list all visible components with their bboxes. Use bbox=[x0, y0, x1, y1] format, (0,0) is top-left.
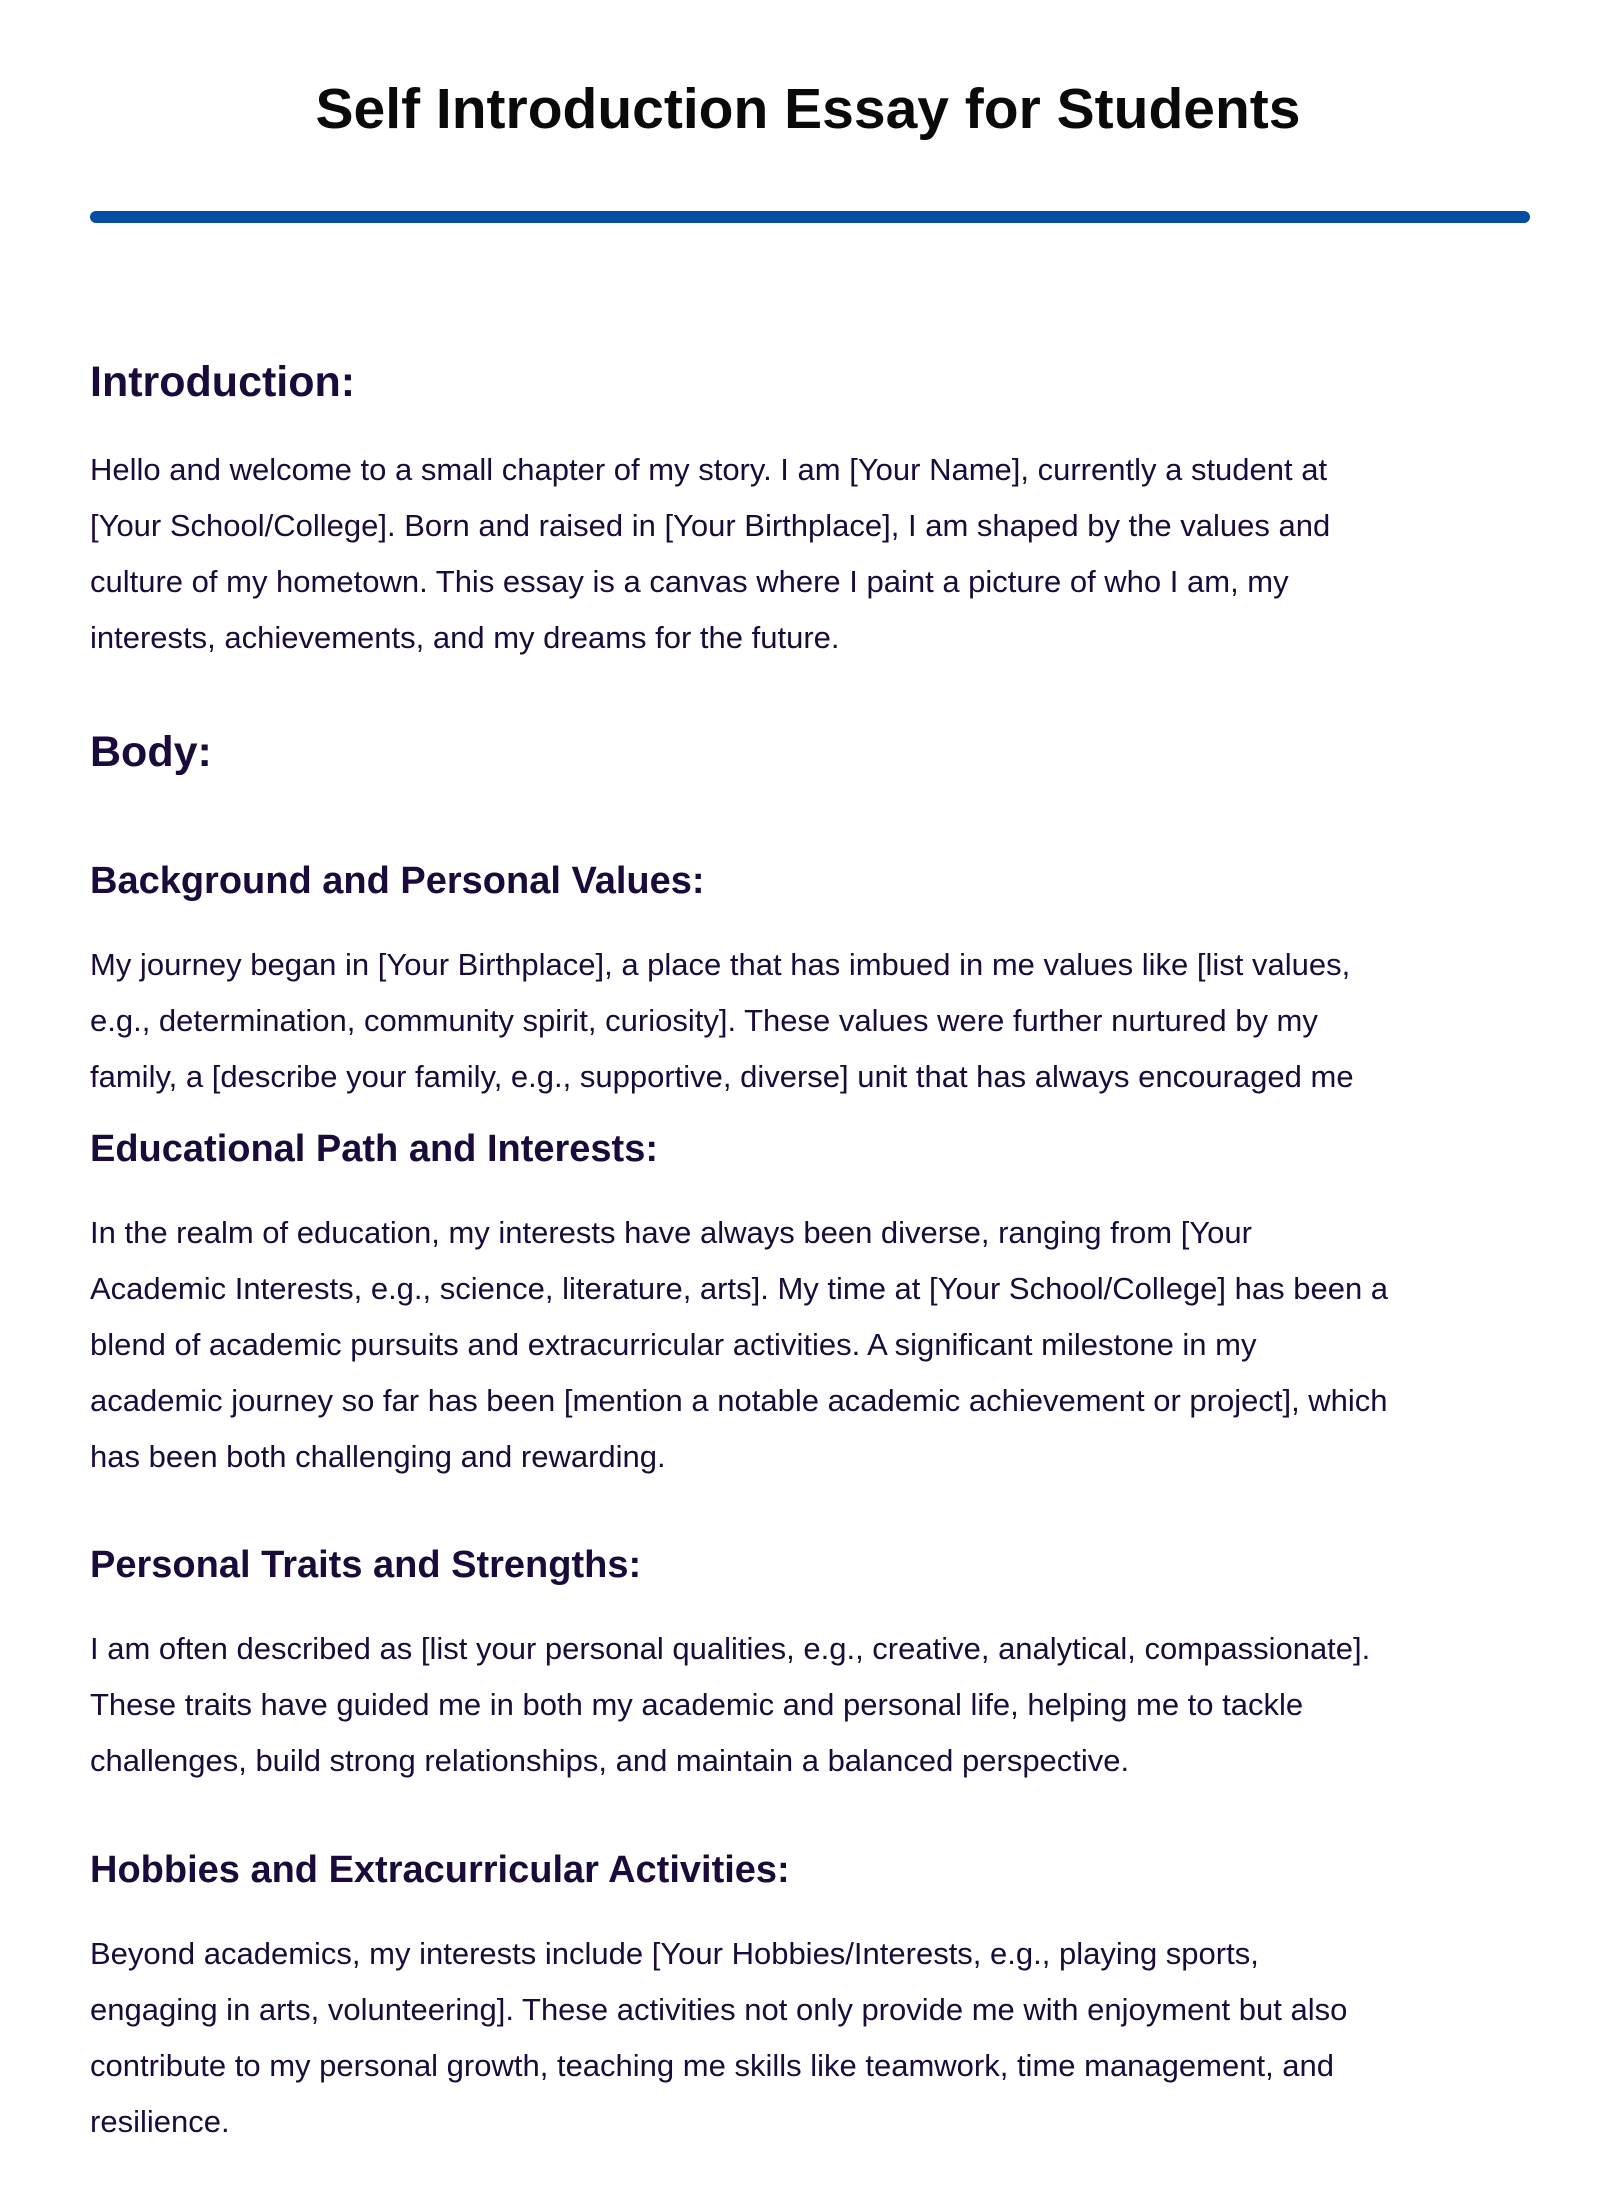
hobbies-paragraph bbox=[90, 1926, 1540, 2150]
title-divider bbox=[90, 211, 1530, 223]
paragraph-line: I am often described as [list your personal qualities, e.g., creative, analytical, compassionate]. bbox=[90, 1631, 1371, 1666]
paragraph-line: Hello and welcome to a small chapter of my story. I am [Your Name], currently a student at bbox=[90, 452, 1328, 487]
paragraph-line: engaging in arts, volunteering]. These activities not only provide me with enjoyment but also bbox=[90, 1992, 1348, 2027]
paragraph-line: e.g., determination, community spirit, curiosity]. These values were further nurtured by my bbox=[90, 1003, 1318, 1038]
introduction-paragraph bbox=[90, 442, 1540, 666]
paragraph-line: culture of my hometown. This essay is a canvas where I paint a picture of who I am, my bbox=[90, 564, 1289, 599]
traits-paragraph bbox=[90, 1621, 1540, 1789]
paragraph-line: These traits have guided me in both my academic and personal life, helping me to tackle bbox=[90, 1687, 1304, 1722]
paragraph-line: interests, achievements, and my dreams for the future. bbox=[90, 620, 840, 655]
paragraph-line: Academic Interests, e.g., science, literature, arts]. My time at [Your School/College] has been a bbox=[90, 1271, 1389, 1306]
paragraph-line: [Your School/College]. Born and raised in [Your Birthplace], I am shaped by the values and bbox=[90, 508, 1331, 543]
education-heading: Educational Path and Interests: bbox=[90, 1128, 658, 1170]
paragraph-line: resilience. bbox=[90, 2104, 230, 2139]
traits-heading: Personal Traits and Strengths: bbox=[90, 1544, 642, 1586]
paragraph-line: has been both challenging and rewarding. bbox=[90, 1439, 666, 1474]
paragraph-line: In the realm of education, my interests have always been diverse, ranging from [Your bbox=[90, 1215, 1252, 1250]
hobbies-heading: Hobbies and Extracurricular Activities: bbox=[90, 1849, 790, 1891]
paragraph-line: academic journey so far has been [mention a notable academic achievement or project], which bbox=[90, 1383, 1388, 1418]
paragraph-line: blend of academic pursuits and extracurricular activities. A significant milestone in my bbox=[90, 1327, 1257, 1362]
paragraph-line: challenges, build strong relationships, and maintain a balanced perspective. bbox=[90, 1743, 1130, 1778]
introduction-heading: Introduction: bbox=[90, 358, 356, 406]
background-heading: Background and Personal Values: bbox=[90, 860, 705, 902]
paragraph-line: My journey began in [Your Birthplace], a place that has imbued in me values like [list values, bbox=[90, 947, 1351, 982]
background-paragraph bbox=[90, 937, 1540, 1105]
body-heading: Body: bbox=[90, 728, 212, 776]
paragraph-line: contribute to my personal growth, teaching me skills like teamwork, time management, and bbox=[90, 2048, 1335, 2083]
document-title: Self Introduction Essay for Students bbox=[315, 77, 1301, 141]
education-paragraph bbox=[90, 1205, 1540, 1485]
paragraph-line: family, a [describe your family, e.g., supportive, diverse] unit that has always encouraged me bbox=[90, 1059, 1354, 1094]
paragraph-line: Beyond academics, my interests include [Your Hobbies/Interests, e.g., playing sports, bbox=[90, 1936, 1259, 1971]
